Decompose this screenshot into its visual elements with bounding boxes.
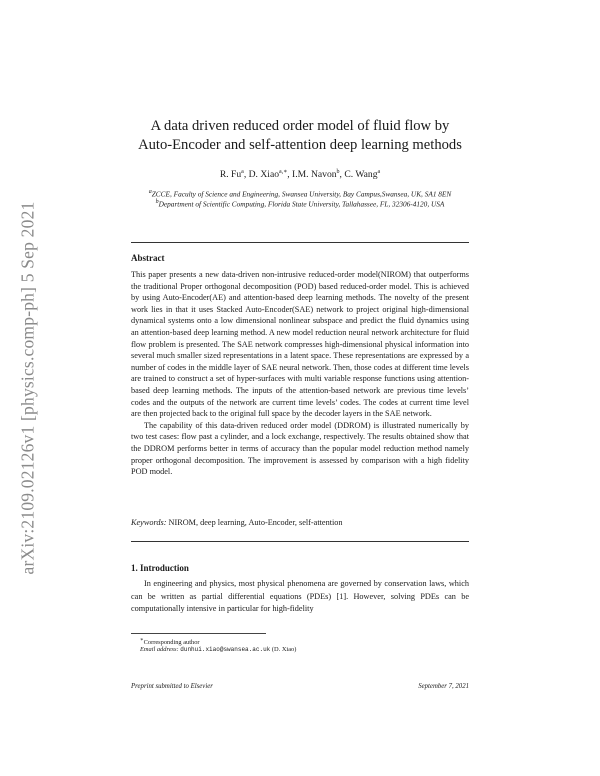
title-line-2: Auto-Encoder and self-attention deep learning methods [138,137,462,153]
footnote-corresponding-author [140,637,478,646]
author-name: D. Xiao [248,169,279,181]
abstract-bottom-divider [131,541,469,542]
arxiv-identifier-stamp [10,178,46,598]
keywords-text: NIROM, deep learning, Auto-Encoder, self-attention [168,518,343,527]
affiliation-text: ZCCE, Faculty of Science and Engineering, Swansea University, Bay Campus,Swansea, UK, SA1 8EN [151,189,452,199]
footnote-divider [131,633,266,634]
email-label: Email address: [140,646,179,653]
section-heading-introduction: 1. Introduction [131,563,189,573]
abstract-body [131,269,469,478]
preprint-notice: Preprint submitted to Elsevier [131,683,213,690]
keywords-label: Keywords: [131,518,167,527]
author-name: I.M. Navon [292,169,337,181]
abstract-paragraph-2: The capability of this data-driven reduced order model (DDROM) is illustrated numerically by two test cases: flow past a cylinder, and a lock exchange, respectively. The results obtained show that the DDROM performs better in terms of accuracy than the popular model reduction method namely proper orthogonal decomposition. The improvement is assessed by comparison with a high fidelity POD model. [131,420,469,477]
footnote-mark: ∗ [140,637,144,643]
paper-title [110,117,490,155]
abstract-top-divider [131,242,469,243]
author-affiliation-mark: a [377,169,381,175]
introduction-paragraph: In engineering and physics, most physical phenomena are governed by conservation laws, which can be written as partial differential equations (PDEs) [1]. However, solving PDEs can be computationally intensive in particular for high-fidelity [131,579,469,614]
abstract-heading: Abstract [131,253,165,263]
affiliation-label: a [148,189,152,195]
author-name: R. Fu [219,169,242,181]
email-owner: (D. Xiao) [271,646,297,653]
footnote-email [140,646,478,653]
arxiv-identifier-text: arXiv:2109.02126v1 [physics.comp-ph] 5 Sep 2021 [17,201,38,575]
author-name: C. Wang [344,169,378,181]
preprint-date: September 7, 2021 [418,683,469,690]
affiliation-b [100,199,500,208]
affiliation-text: Department of Scientific Computing, Florida State University, Tallahassee, FL, 32306-4120, USA [158,199,445,209]
abstract-paragraph-1: This paper presents a new data-driven non-intrusive reduced-order model(NIROM) that outperforms the traditional Proper orthogonal decomposition (POD) based reduced-order model. This is achieved by using Auto-Encoder(AE) and attention-based deep learning methods. The novelty of the present work lies in that it uses Stacked Auto-Encoder(SAE) network to project original high-dimensional dynamical systems onto a low dimensional nonlinear subspace and predict the fluid dynamics using an attention-based deep learning method. A new model reduction neural network architecture for fluid flow problem is presented. The SAE network compresses high-dimensional physical information into several much smaller sized representations in a latent space. These representations are expressed by a number of codes in the middle layer of SAE neural network. Then, those codes at different time levels are trained to construct a set of hyper-surfaces with multi variable response functions using attention-based deep learning methods. The inputs of the attention-based network are previous time levels’ codes and the outputs of the network are current time levels’ codes. The codes at current time level are then projected back to the original full space by the decoder layers in the SAE network. [131,270,469,419]
author-list: R. Fu$^a$, D. Xiao$^{a,∗}$, I.M. Navon$^b$, C. Wang$^a$ [219,169,381,181]
keywords-line [131,518,469,527]
author-affiliation-mark: b [336,169,340,175]
email-address: dunhui.xiao@swansea.ac.uk [180,646,271,653]
author-affiliation-mark: a,∗ [279,169,288,175]
affiliation-a [100,189,500,198]
title-line-1: A data driven reduced order model of fluid flow by [150,118,450,134]
footnote-text: Corresponding author [143,639,200,647]
affiliation-label: b [155,199,159,205]
author-affiliation-mark: a [241,169,244,175]
